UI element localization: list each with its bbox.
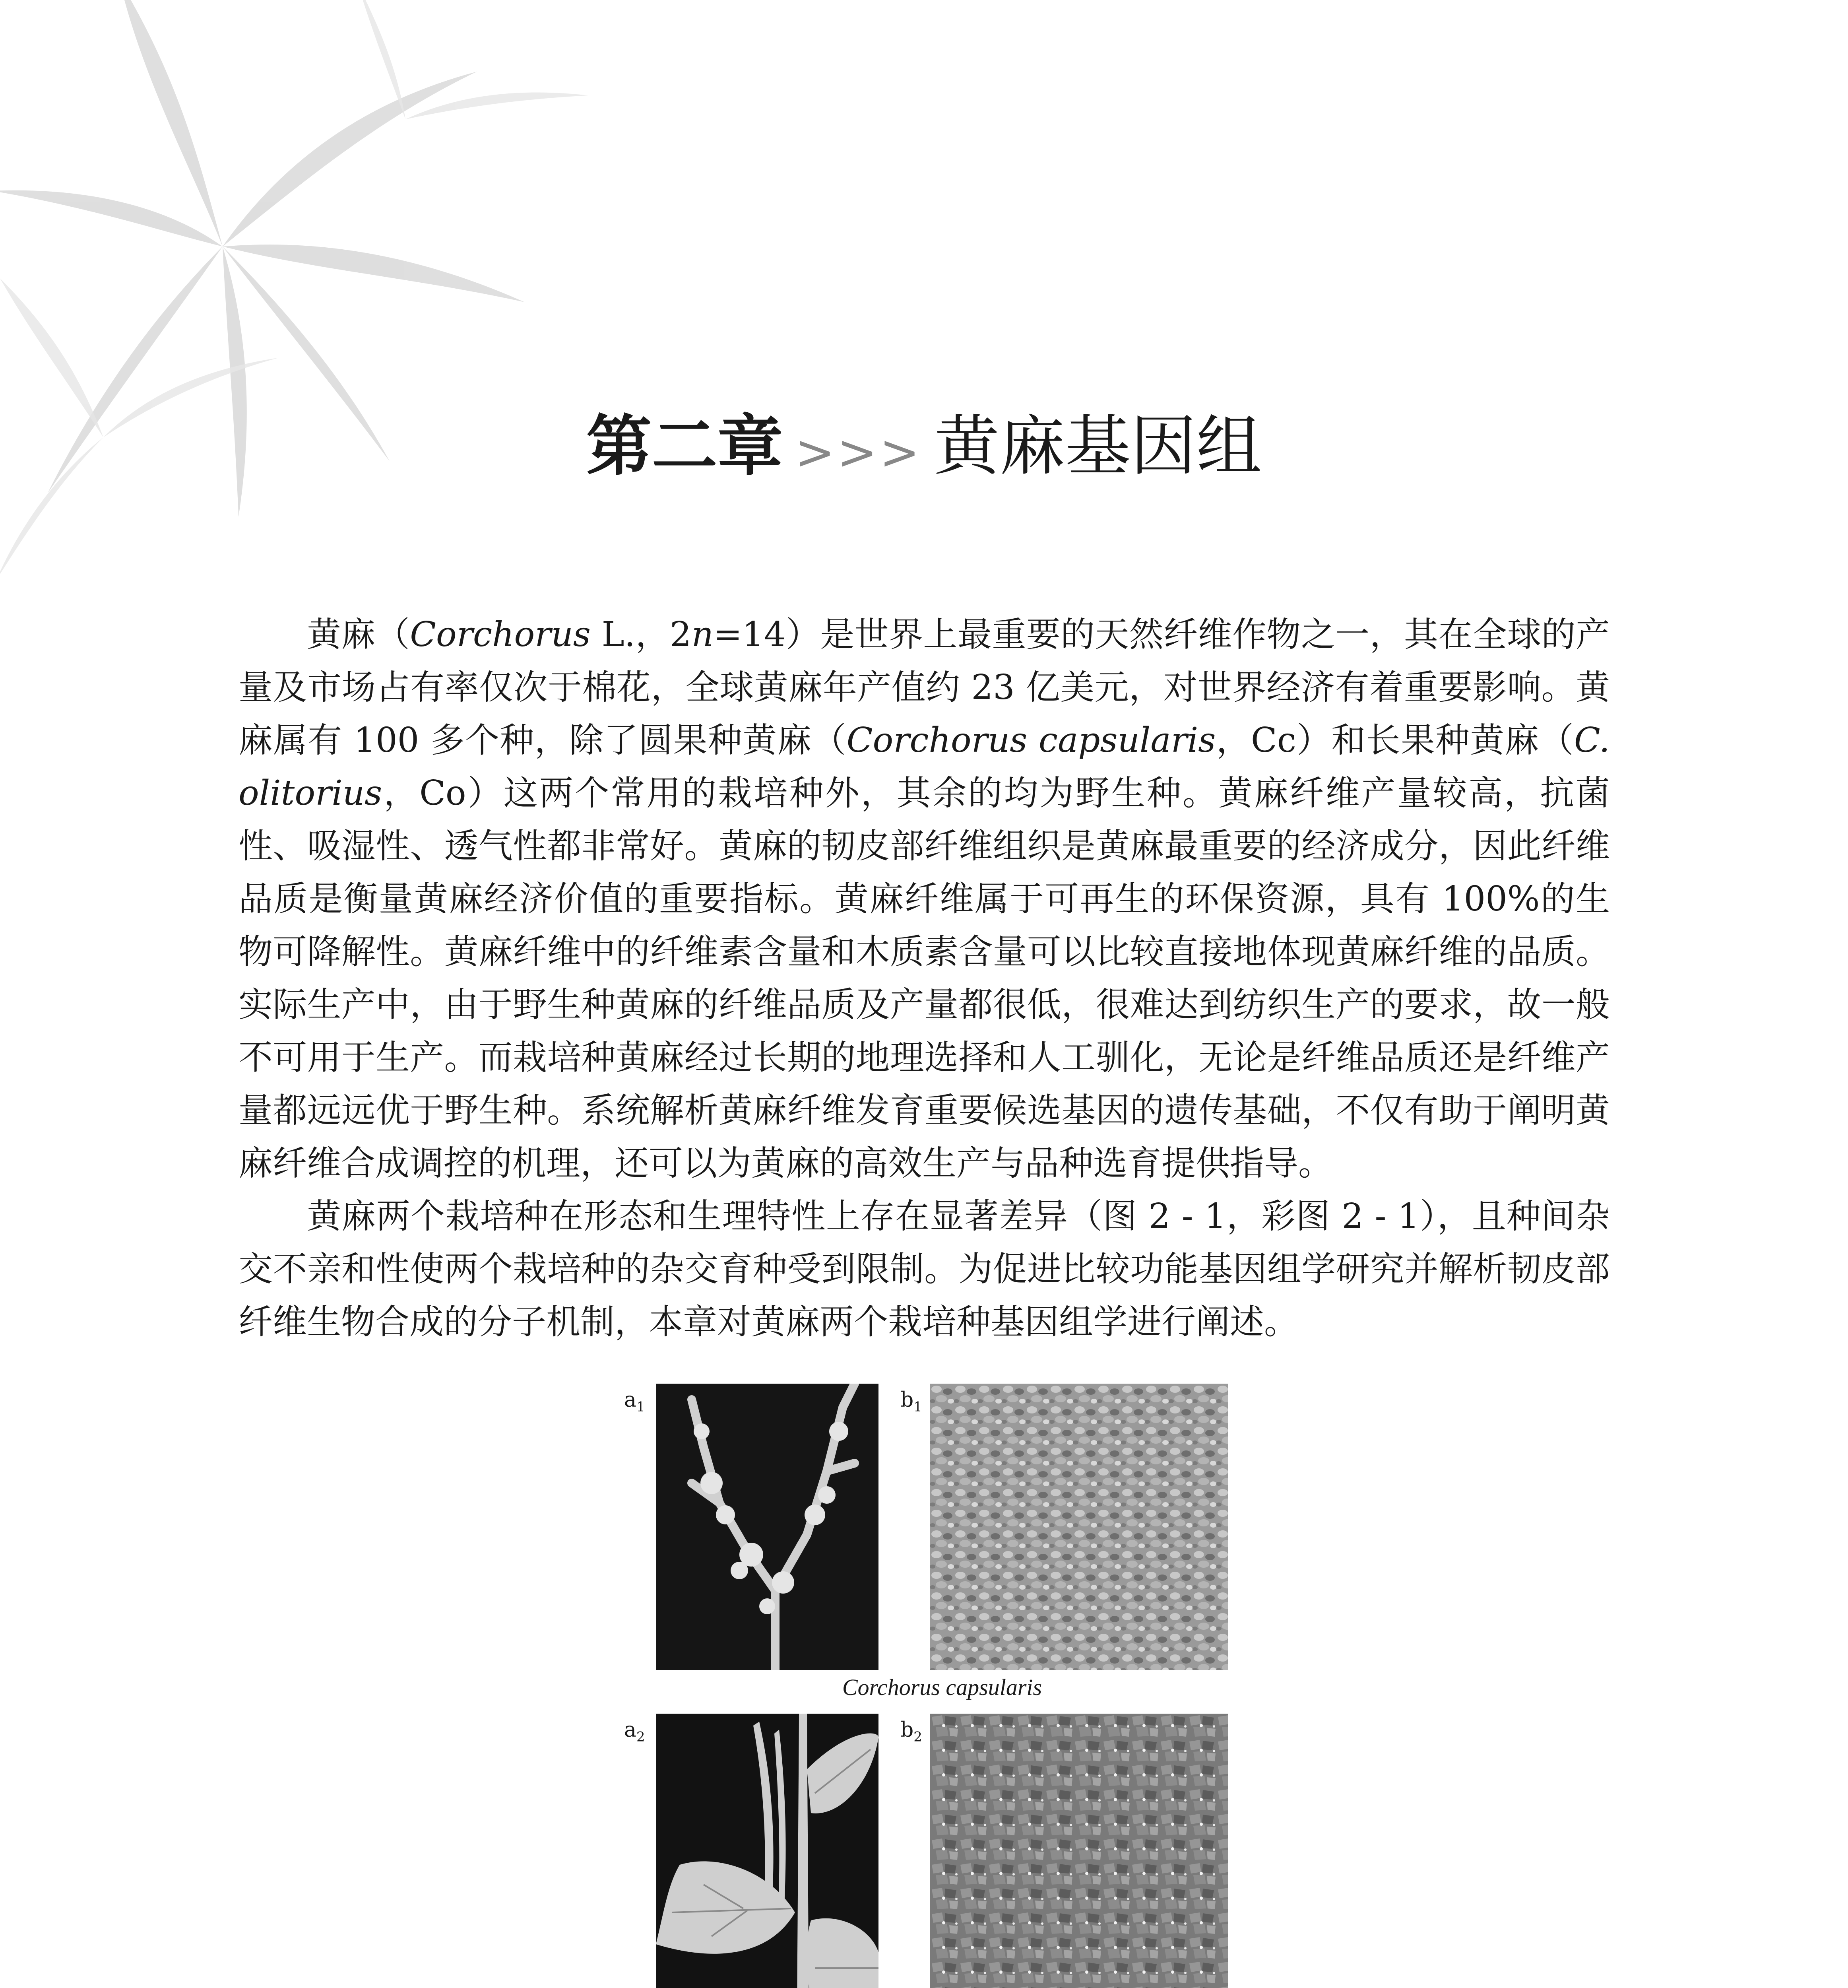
chapter-number: 第二章	[586, 408, 783, 484]
photo-olitorius-pods	[656, 1714, 878, 1988]
panel-label-b2: $b_2$	[900, 1718, 922, 1745]
paragraph-2: 黄麻两个栽培种在形态和生理特性上存在显著差异（图 2 - 1，彩图 2 - 1），且种间杂交不亲和性使两个栽培种的杂交育种受到限制。为促进比较功能基因组学研究并解析韧皮部纤维生物合成的分子机制，本章对黄麻两个栽培种基因组学进行阐述。	[239, 1196, 1610, 1342]
panel-label-b1: $b_1$	[900, 1388, 922, 1415]
leaf-watermark-decoration	[0, 0, 596, 596]
genus-name: Corchorus	[410, 615, 591, 654]
panel-label-a2: $a_2$	[624, 1718, 645, 1745]
species-name-cc: Corchorus capsularis	[846, 720, 1216, 760]
panel-label-a1: $a_1$	[624, 1388, 645, 1415]
figure-row-capsularis	[604, 1384, 1280, 1700]
photo-olitorius-seeds	[930, 1714, 1228, 1988]
species-label-capsularis: Corchorus capsularis	[842, 1674, 1042, 1700]
photo-capsularis-seeds	[930, 1384, 1228, 1670]
paragraph-1: 黄麻（Corchorus L.，2n=14）是世界上最重要的天然纤维作物之一，其在全球的产量及市场占有率仅次于棉花，全球黄麻年产值约 23 亿美元，对世界经济有着重要影响。黄麻属有 100 多个种，除了圆果种黄麻（Corchorus capsularis，Cc）和长果种黄麻（C. olitorius，Co）这两个常用的栽培种外，其余的均为野生种。黄麻纤维产量较高，抗菌性、吸湿性、透气性都非常好。黄麻的韧皮部纤维组织是黄麻最重要的经济成分，因此纤维品质是衡量黄麻经济价值的重要指标。黄麻纤维属于可再生的环保资源，具有 100%的生物可降解性。黄麻纤维中的纤维素含量和木质素含量可以比较直接地体现黄麻纤维的品质。实际生产中，由于野生种黄麻的纤维品质及产量都很低，很难达到纺织生产的要求，故一般不可用于生产。而栽培种黄麻经过长期的地理选择和人工驯化，无论是纤维品质还是纤维产量都远远优于野生种。系统解析黄麻纤维发育重要候选基因的遗传基础，不仅有助于阐明黄麻纤维合成调控的机理，还可以为黄麻的高效生产与品种选育提供指导。	[239, 615, 1610, 1183]
figure-row-olitorius	[604, 1714, 1280, 1988]
chapter-name: 黄麻基因组	[934, 408, 1262, 484]
photo-capsularis-pods	[656, 1384, 878, 1670]
species-name-co: C. olitorius	[239, 720, 1610, 813]
body-text	[239, 608, 1610, 1349]
chapter-separator: >>>	[795, 425, 922, 480]
chapter-title	[0, 408, 1848, 484]
